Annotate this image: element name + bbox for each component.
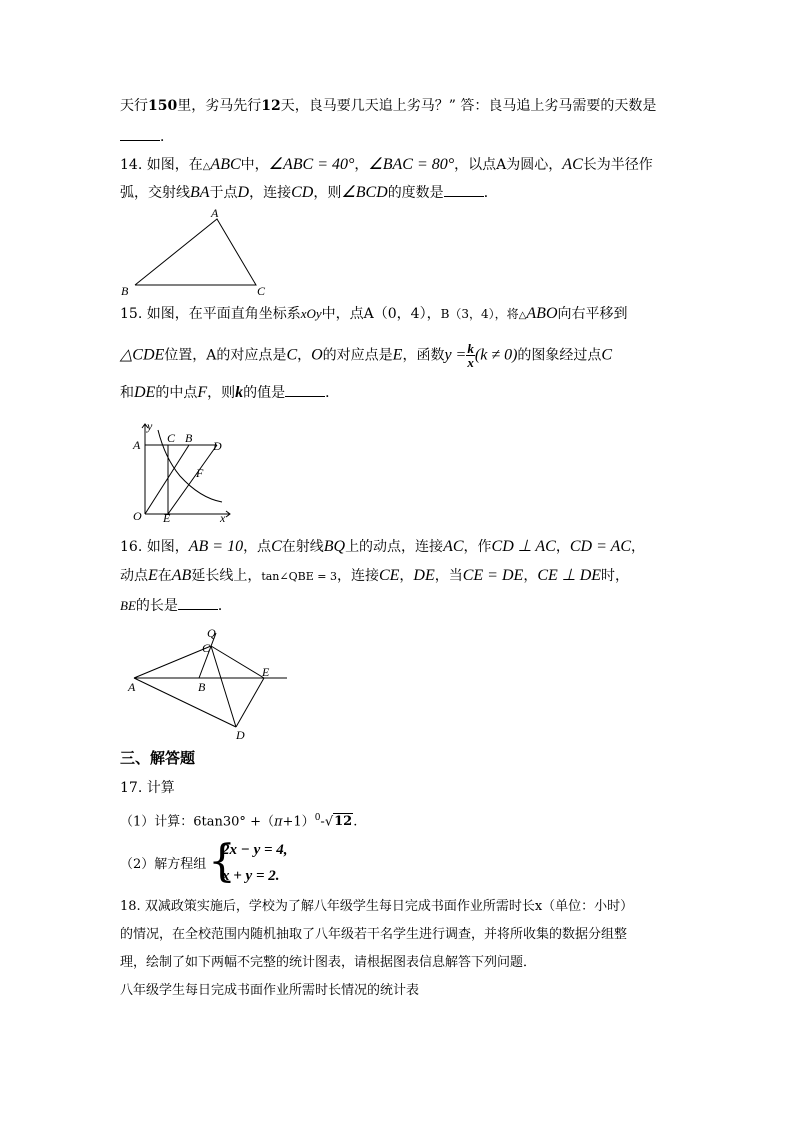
numerator: k	[467, 341, 474, 356]
equation-2: x + y = 2.	[222, 868, 280, 884]
text: 延长线上，	[191, 568, 262, 584]
answer-blank	[120, 126, 160, 141]
label-a: A	[211, 206, 219, 220]
label-e: E	[262, 665, 270, 679]
text: ，	[354, 157, 369, 173]
q17-part2-label	[120, 855, 206, 875]
label-a: A	[128, 680, 136, 694]
label-d: D	[213, 439, 222, 453]
text: ．	[483, 185, 498, 201]
q17-title	[120, 778, 175, 798]
q18-table-title: 八年级学生每日完成书面作业所需时长情况的统计表	[120, 983, 420, 998]
label-b: B	[185, 431, 193, 445]
text: （2）解方程组	[120, 857, 207, 872]
math: ABC	[210, 156, 241, 173]
label-o: O	[133, 509, 142, 523]
question-number: 14.	[120, 157, 143, 173]
text: 中，点A（0，4），	[321, 306, 441, 322]
question-number: 18.	[120, 899, 141, 914]
q15-coordinate-figure	[125, 418, 235, 526]
math: F	[197, 384, 208, 401]
triangle-symbol: △	[518, 310, 527, 321]
q15-line3	[120, 382, 339, 403]
text: .	[353, 814, 358, 830]
q14-line2	[120, 182, 498, 203]
math: BE	[120, 598, 136, 613]
q18-line3: 理，绘制了如下两幅不完整的统计图表，请根据图表信息解答下列问题．	[120, 955, 537, 970]
math: CE = DE	[462, 567, 524, 584]
text: 如图，在平面直角坐标系	[146, 306, 301, 322]
math: ∠ABC = 40°	[268, 156, 355, 173]
text: 的长是	[135, 598, 178, 614]
sqrt-symbol: √	[324, 814, 334, 830]
math: DE	[134, 384, 156, 401]
pi: π	[273, 814, 283, 830]
denominator: x	[467, 355, 474, 370]
text: 在射线	[281, 539, 324, 555]
system-brace: {	[208, 836, 236, 887]
label-c: C	[167, 431, 176, 445]
text: 的中点	[155, 385, 198, 401]
text: ，则	[313, 185, 342, 201]
label-f: F	[196, 466, 204, 480]
text: ，则	[207, 385, 236, 401]
text: 的对应点是	[322, 347, 393, 364]
text: 于点	[209, 185, 238, 201]
math: C	[271, 538, 282, 555]
text: 计算	[146, 780, 175, 796]
math: AC	[443, 538, 464, 555]
text: +1）	[282, 814, 315, 830]
math: k	[235, 384, 244, 401]
label-y: y	[147, 419, 153, 433]
q13-line2	[120, 126, 174, 147]
q13-line1	[120, 96, 656, 116]
text: ，点	[243, 539, 272, 555]
text: ．	[325, 385, 340, 401]
q18-line1	[120, 897, 633, 917]
text: 长为半径作	[582, 157, 653, 173]
text: 向右平移到	[557, 306, 628, 322]
answer-blank	[444, 182, 484, 197]
text: ，	[631, 539, 646, 555]
text: ，	[399, 568, 414, 584]
answer-blank	[285, 382, 325, 397]
math: AC	[562, 156, 583, 173]
math: AB	[171, 567, 192, 584]
text: ．	[160, 129, 174, 145]
label-q: Q	[207, 626, 216, 640]
math: CE ⊥ DE	[537, 567, 602, 584]
math: C	[601, 346, 613, 364]
segment-cd	[211, 646, 236, 727]
math: DE	[413, 567, 435, 584]
q15-line2	[120, 342, 612, 369]
math: D	[237, 184, 250, 201]
text: 在	[157, 568, 172, 584]
text: 如图，在	[146, 157, 203, 173]
math: CE	[378, 567, 400, 584]
text: 弧，交射线	[120, 185, 190, 201]
segment-ac	[134, 646, 211, 678]
text: 中，	[240, 157, 269, 173]
text: B（3，4），将	[440, 307, 519, 321]
text: ，作	[463, 539, 492, 555]
label-b: B	[121, 284, 129, 298]
triangle-abc	[135, 219, 256, 285]
text: 里，劣马先行	[177, 98, 262, 114]
section-heading: 三、解答题	[120, 749, 196, 767]
text: ，	[523, 568, 538, 584]
text: 时，	[601, 568, 630, 584]
question-number: 16.	[120, 539, 143, 555]
q16-line2	[120, 566, 629, 587]
text: 上的动点，连接	[345, 539, 444, 555]
question-number: 17.	[120, 780, 143, 796]
math: BQ	[323, 538, 346, 555]
text: 天行	[120, 98, 148, 114]
text: ，函数	[402, 347, 445, 364]
text: ，连接	[336, 568, 379, 584]
label-c: C	[202, 641, 211, 655]
exponent: 0	[314, 813, 321, 823]
q15-line1	[120, 304, 628, 326]
text: 动点	[120, 568, 148, 584]
math: xOy	[300, 306, 322, 321]
math: (k ≠ 0)	[474, 346, 518, 364]
q16-line1	[120, 537, 645, 557]
math: BA	[190, 184, 210, 201]
text: ，当	[434, 568, 463, 584]
math: △CDE	[120, 346, 165, 364]
math: CD	[291, 184, 314, 201]
text: ，	[555, 539, 570, 555]
math: y =	[444, 346, 467, 364]
q16-geometry-figure	[120, 625, 295, 745]
label-c: C	[257, 284, 266, 298]
question-number: 15.	[120, 306, 143, 322]
number: 150	[148, 98, 178, 114]
segment-ed	[236, 678, 264, 727]
math: E	[148, 567, 158, 584]
label-e: E	[163, 511, 171, 525]
text: 位置，A的对应点是	[164, 347, 287, 364]
math: ∠BCD	[341, 184, 388, 201]
text: ．	[217, 598, 232, 614]
equation-1: 2x − y = 4,	[222, 842, 288, 858]
text: 的度数是	[387, 185, 444, 201]
label-x: x	[220, 511, 226, 525]
radicand: 12	[334, 814, 353, 830]
triangle-symbol: △	[202, 161, 211, 172]
math: ABO	[526, 305, 558, 322]
answer-blank	[178, 595, 218, 610]
fraction-k-over-x	[466, 342, 475, 369]
label-b: B	[198, 680, 206, 694]
text: 和	[120, 385, 134, 401]
text: 的图象经过点	[517, 347, 602, 364]
math: AB = 10	[188, 538, 244, 555]
text: 如图，	[146, 539, 189, 555]
text: （1）计算：6tan30° +（	[120, 814, 274, 830]
math: CD ⊥ AC	[491, 538, 556, 555]
math: E	[392, 346, 403, 364]
math: O	[311, 346, 323, 364]
text: ，连接	[249, 185, 292, 201]
math: tan∠QBE = 3	[261, 570, 337, 583]
segment-ed	[168, 445, 217, 514]
q18-line2: 的情况，在全校范围内随机抽取了八年级若干名学生进行调查，并将所收集的数据分组整	[120, 927, 628, 942]
text: -	[320, 814, 325, 830]
label-a: A	[133, 438, 141, 452]
segment-ad	[134, 678, 236, 727]
q17-part1	[120, 808, 357, 832]
label-d: D	[236, 728, 245, 742]
math: ∠BAC = 80°	[368, 156, 455, 173]
q14-line1	[120, 155, 653, 177]
text: ，以点A为圆心，	[454, 157, 563, 173]
text: 的值是	[243, 385, 286, 401]
number: 12	[261, 98, 281, 114]
math: CD = AC	[569, 538, 632, 555]
q16-line3	[120, 595, 232, 616]
q14-triangle-figure	[115, 205, 275, 300]
text: ，	[297, 347, 312, 364]
math: C	[286, 346, 298, 364]
text: 双减政策实施后，学校为了解八年级学生每日完成书面作业所需时长x（单位：小时）	[144, 899, 634, 914]
text: 天，良马要几天追上劣马？” 答：良马追上劣马需要的天数是	[280, 98, 657, 114]
